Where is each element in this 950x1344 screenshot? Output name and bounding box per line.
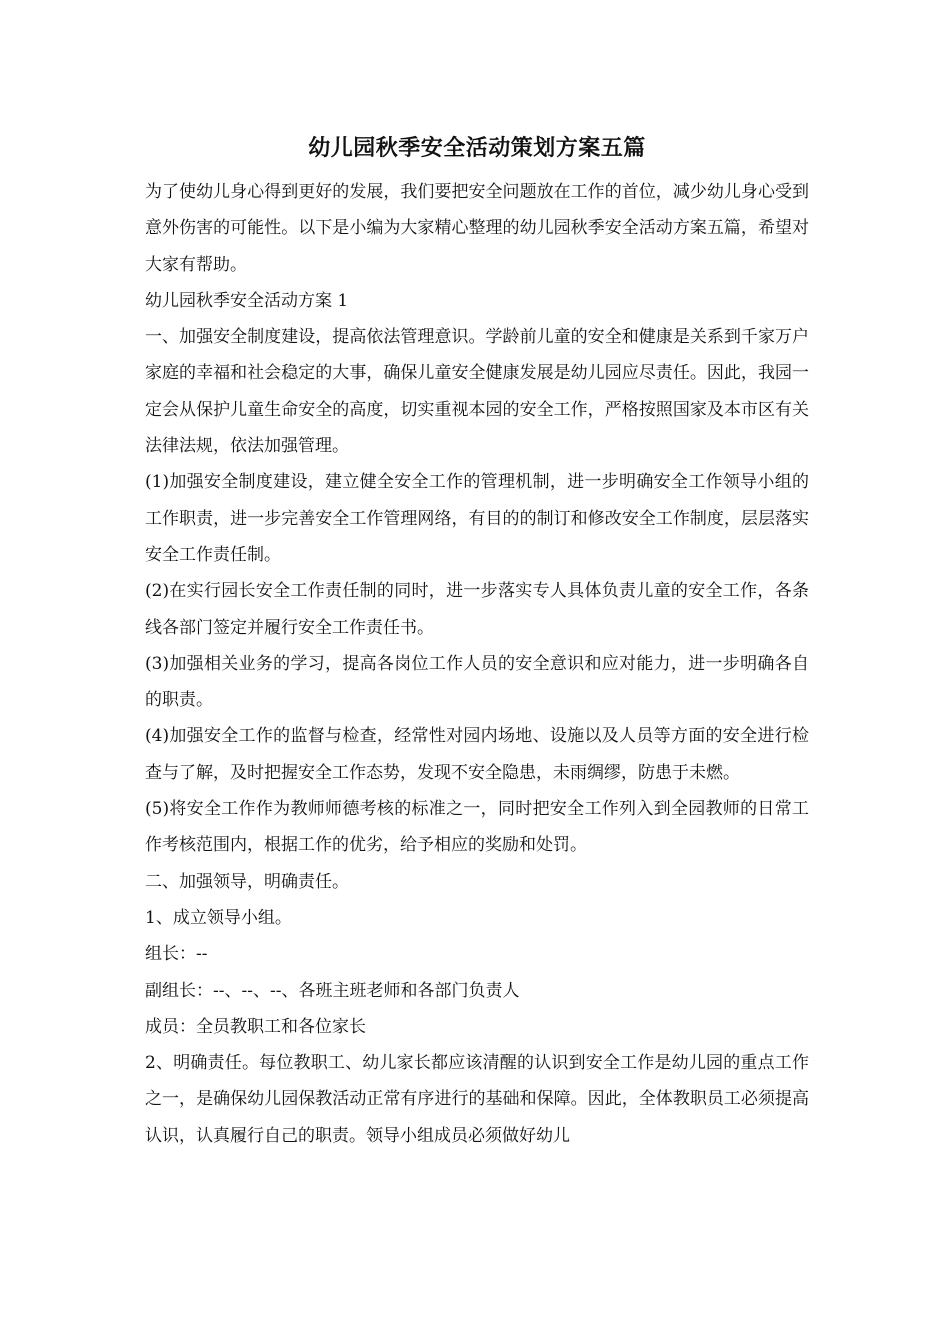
paragraph-item-3: (3)加强相关业务的学习，提高各岗位工作人员的安全意识和应对能力，进一步明确各自的职责。: [145, 653, 809, 711]
paragraph-subitem-2: 2、明确责任。每位教职工、幼儿家长都应该清醒的认识到安全工作是幼儿园的重点工作之一，是确保幼儿园保教活动正常有序进行的基础和保障。因此，全体教职员工必须提高认识，认真履行自己的职责。领导小组成员必须做好幼儿: [145, 1053, 809, 1146]
paragraph-item-2: (2)在实行园长安全工作责任制的同时，进一步落实专人具体负责儿童的安全工作，各条线各部门签定并履行安全工作责任书。: [145, 581, 809, 638]
paragraph-item-5: (5)将安全工作作为教师师德考核的标准之一，同时把安全工作列入到全园教师的日常工作考核范围内，根据工作的优劣，给予相应的奖励和处罚。: [145, 799, 809, 856]
paragraph-members: 成员：全员教职工和各位家长: [145, 1016, 366, 1037]
intro-paragraph: 为了使幼儿身心得到更好的发展，我们要把安全问题放在工作的首位，减少幼儿身心受到意外伤害的可能性。以下是小编为大家精心整理的幼儿园秋季安全活动方案五篇，希望对大家有帮助。: [145, 182, 809, 275]
paragraph-part-1: 一、加强安全制度建设，提高依法管理意识。学龄前儿童的安全和健康是关系到千家万户家庭的幸福和社会稳定的大事，确保儿童安全健康发展是幼儿园应尽责任。因此，我园一定会从保护儿童生命安全的高度，切实重视本园的安全工作，严格按照国家及本市区有关法律法规，依法加强管理。: [145, 327, 809, 457]
document-page: [145, 128, 809, 1154]
paragraph-item-4: (4)加强安全工作的监督与检查，经常性对园内场地、设施以及人员等方面的安全进行检查与了解，及时把握安全工作态势，发现不安全隐患，未雨绸缪，防患于未燃。: [145, 726, 809, 783]
paragraph-group-leader: 组长：--: [145, 944, 208, 965]
section-heading-plan-1: 幼儿园秋季安全活动方案 1: [145, 290, 349, 311]
paragraph-subitem-1: 1、成立领导小组。: [145, 907, 292, 928]
paragraph-part-2: 二、加强领导，明确责任。: [145, 871, 349, 892]
paragraph-deputy-leaders: 副组长：--、--、--、各班主班老师和各部门负责人: [145, 980, 520, 1001]
paragraph-item-1: (1)加强安全制度建设，建立健全安全工作的管理机制，进一步明确安全工作领导小组的工作职责，进一步完善安全工作管理网络，有目的的制订和修改安全工作制度，层层落实安全工作责任制。: [145, 472, 809, 565]
document-title: 幼儿园秋季安全活动策划方案五篇: [308, 135, 646, 161]
